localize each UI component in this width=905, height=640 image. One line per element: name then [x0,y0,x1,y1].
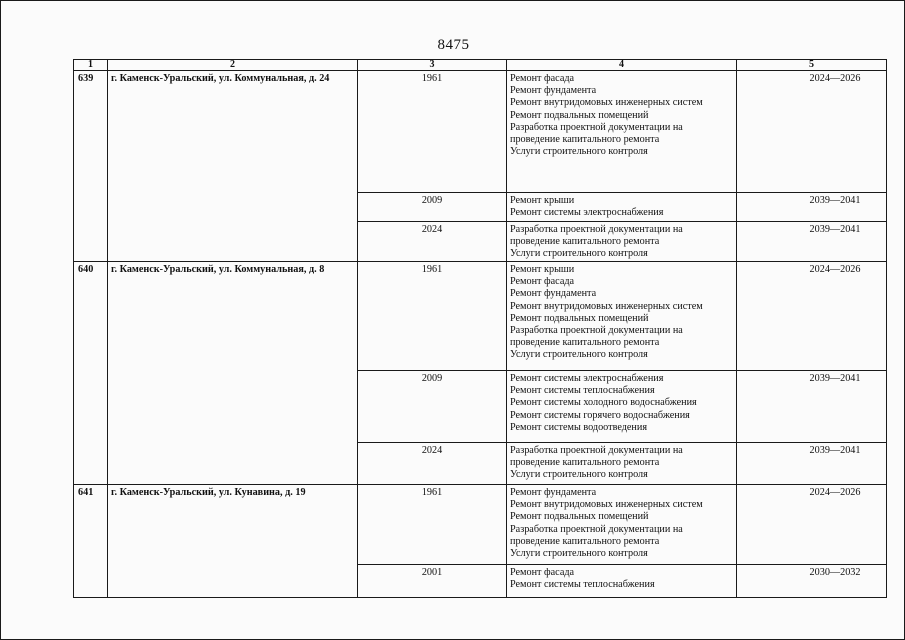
year-cell: 2001 [358,565,507,598]
work-item: проведение капитального ремонта [510,134,660,146]
work-item: Разработка проектной документации на [510,121,683,133]
year-cell: 2024 [358,222,507,262]
year-cell: 1961 [358,485,507,565]
work-item: Разработка проектной документации на [510,445,683,456]
works-cell [507,565,737,598]
work-item: Ремонт фундамента [510,288,597,300]
building-address: г. Каменск-Уральский, ул. Кунавина, д. 19 [108,485,358,598]
work-item: Услуги строительного контроля [510,248,648,260]
table-row [74,71,887,193]
work-item: Ремонт крыши [510,264,575,275]
work-item: Разработка проектной документации на [510,325,683,337]
work-item: Ремонт подвальных помещений [510,511,649,523]
work-item: Ремонт системы водоотведения [510,421,648,433]
building-address: г. Каменск-Уральский, ул. Коммунальная, д. 8 [108,262,358,485]
work-item: Ремонт фасада [510,276,575,288]
work-item: Ремонт внутридомовых инженерных систем [510,499,703,511]
year-cell: 2009 [358,371,507,443]
table-body [74,71,887,598]
repair-schedule-table [73,59,887,598]
period-cell: 2024—2026 [737,485,887,565]
works-cell [507,71,737,193]
work-item: проведение капитального ремонта [510,236,660,248]
period-cell: 2039—2041 [737,193,887,222]
period-cell: 2024—2026 [737,71,887,193]
work-item: Ремонт фасада [510,567,575,578]
work-item: Услуги строительного контроля [510,349,648,361]
works-cell [507,193,737,222]
period-cell: 2030—2032 [737,565,887,598]
work-item: Ремонт подвальных помещений [510,109,649,121]
year-cell: 2024 [358,443,507,485]
row-number: 641 [74,485,108,598]
work-item: Ремонт системы электроснабжения [510,207,664,219]
row-number: 640 [74,262,108,485]
work-item: Ремонт фасада [510,73,575,84]
work-item: Ремонт подвальных помещений [510,312,649,324]
work-item: Разработка проектной документации на [510,224,683,235]
work-item: Ремонт системы теплоснабжения [510,385,655,397]
year-cell: 1961 [358,71,507,193]
header-row [74,60,887,71]
column-header: 4 [507,60,737,71]
work-item: Разработка проектной документации на [510,523,683,535]
column-header: 5 [737,60,887,71]
column-header: 1 [74,60,108,71]
work-item: проведение капитального ремонта [510,337,660,349]
period-cell: 2039—2041 [737,371,887,443]
period-cell: 2039—2041 [737,443,887,485]
period-cell: 2024—2026 [737,262,887,371]
work-item: Ремонт фундамента [510,85,597,97]
column-header: 2 [108,60,358,71]
column-header: 3 [358,60,507,71]
page-number: 8475 [437,37,470,53]
table-row [74,262,887,371]
period-cell: 2039—2041 [737,222,887,262]
work-item: Услуги строительного контроля [510,469,648,481]
work-item: Ремонт системы холодного водоснабжения [510,397,697,409]
work-item: проведение капитального ремонта [510,535,660,547]
works-cell [507,485,737,565]
table-row [74,485,887,565]
row-number: 639 [74,71,108,262]
work-item: Ремонт внутридомовых инженерных систем [510,97,703,109]
work-item: Ремонт фундамента [510,487,597,498]
work-item: Услуги строительного контроля [510,146,648,158]
work-item: Ремонт крыши [510,195,575,206]
work-item: Ремонт внутридомовых инженерных систем [510,300,703,312]
building-address: г. Каменск-Уральский, ул. Коммунальная, д. 24 [108,71,358,262]
work-item: Ремонт системы электроснабжения [510,373,664,384]
works-cell [507,371,737,443]
work-item: Услуги строительного контроля [510,548,648,560]
works-cell [507,443,737,485]
work-item: проведение капитального ремонта [510,457,660,469]
work-item: Ремонт системы теплоснабжения [510,579,655,591]
works-cell [507,262,737,371]
year-cell: 1961 [358,262,507,371]
work-item: Ремонт системы горячего водоснабжения [510,409,690,421]
year-cell: 2009 [358,193,507,222]
works-cell [507,222,737,262]
